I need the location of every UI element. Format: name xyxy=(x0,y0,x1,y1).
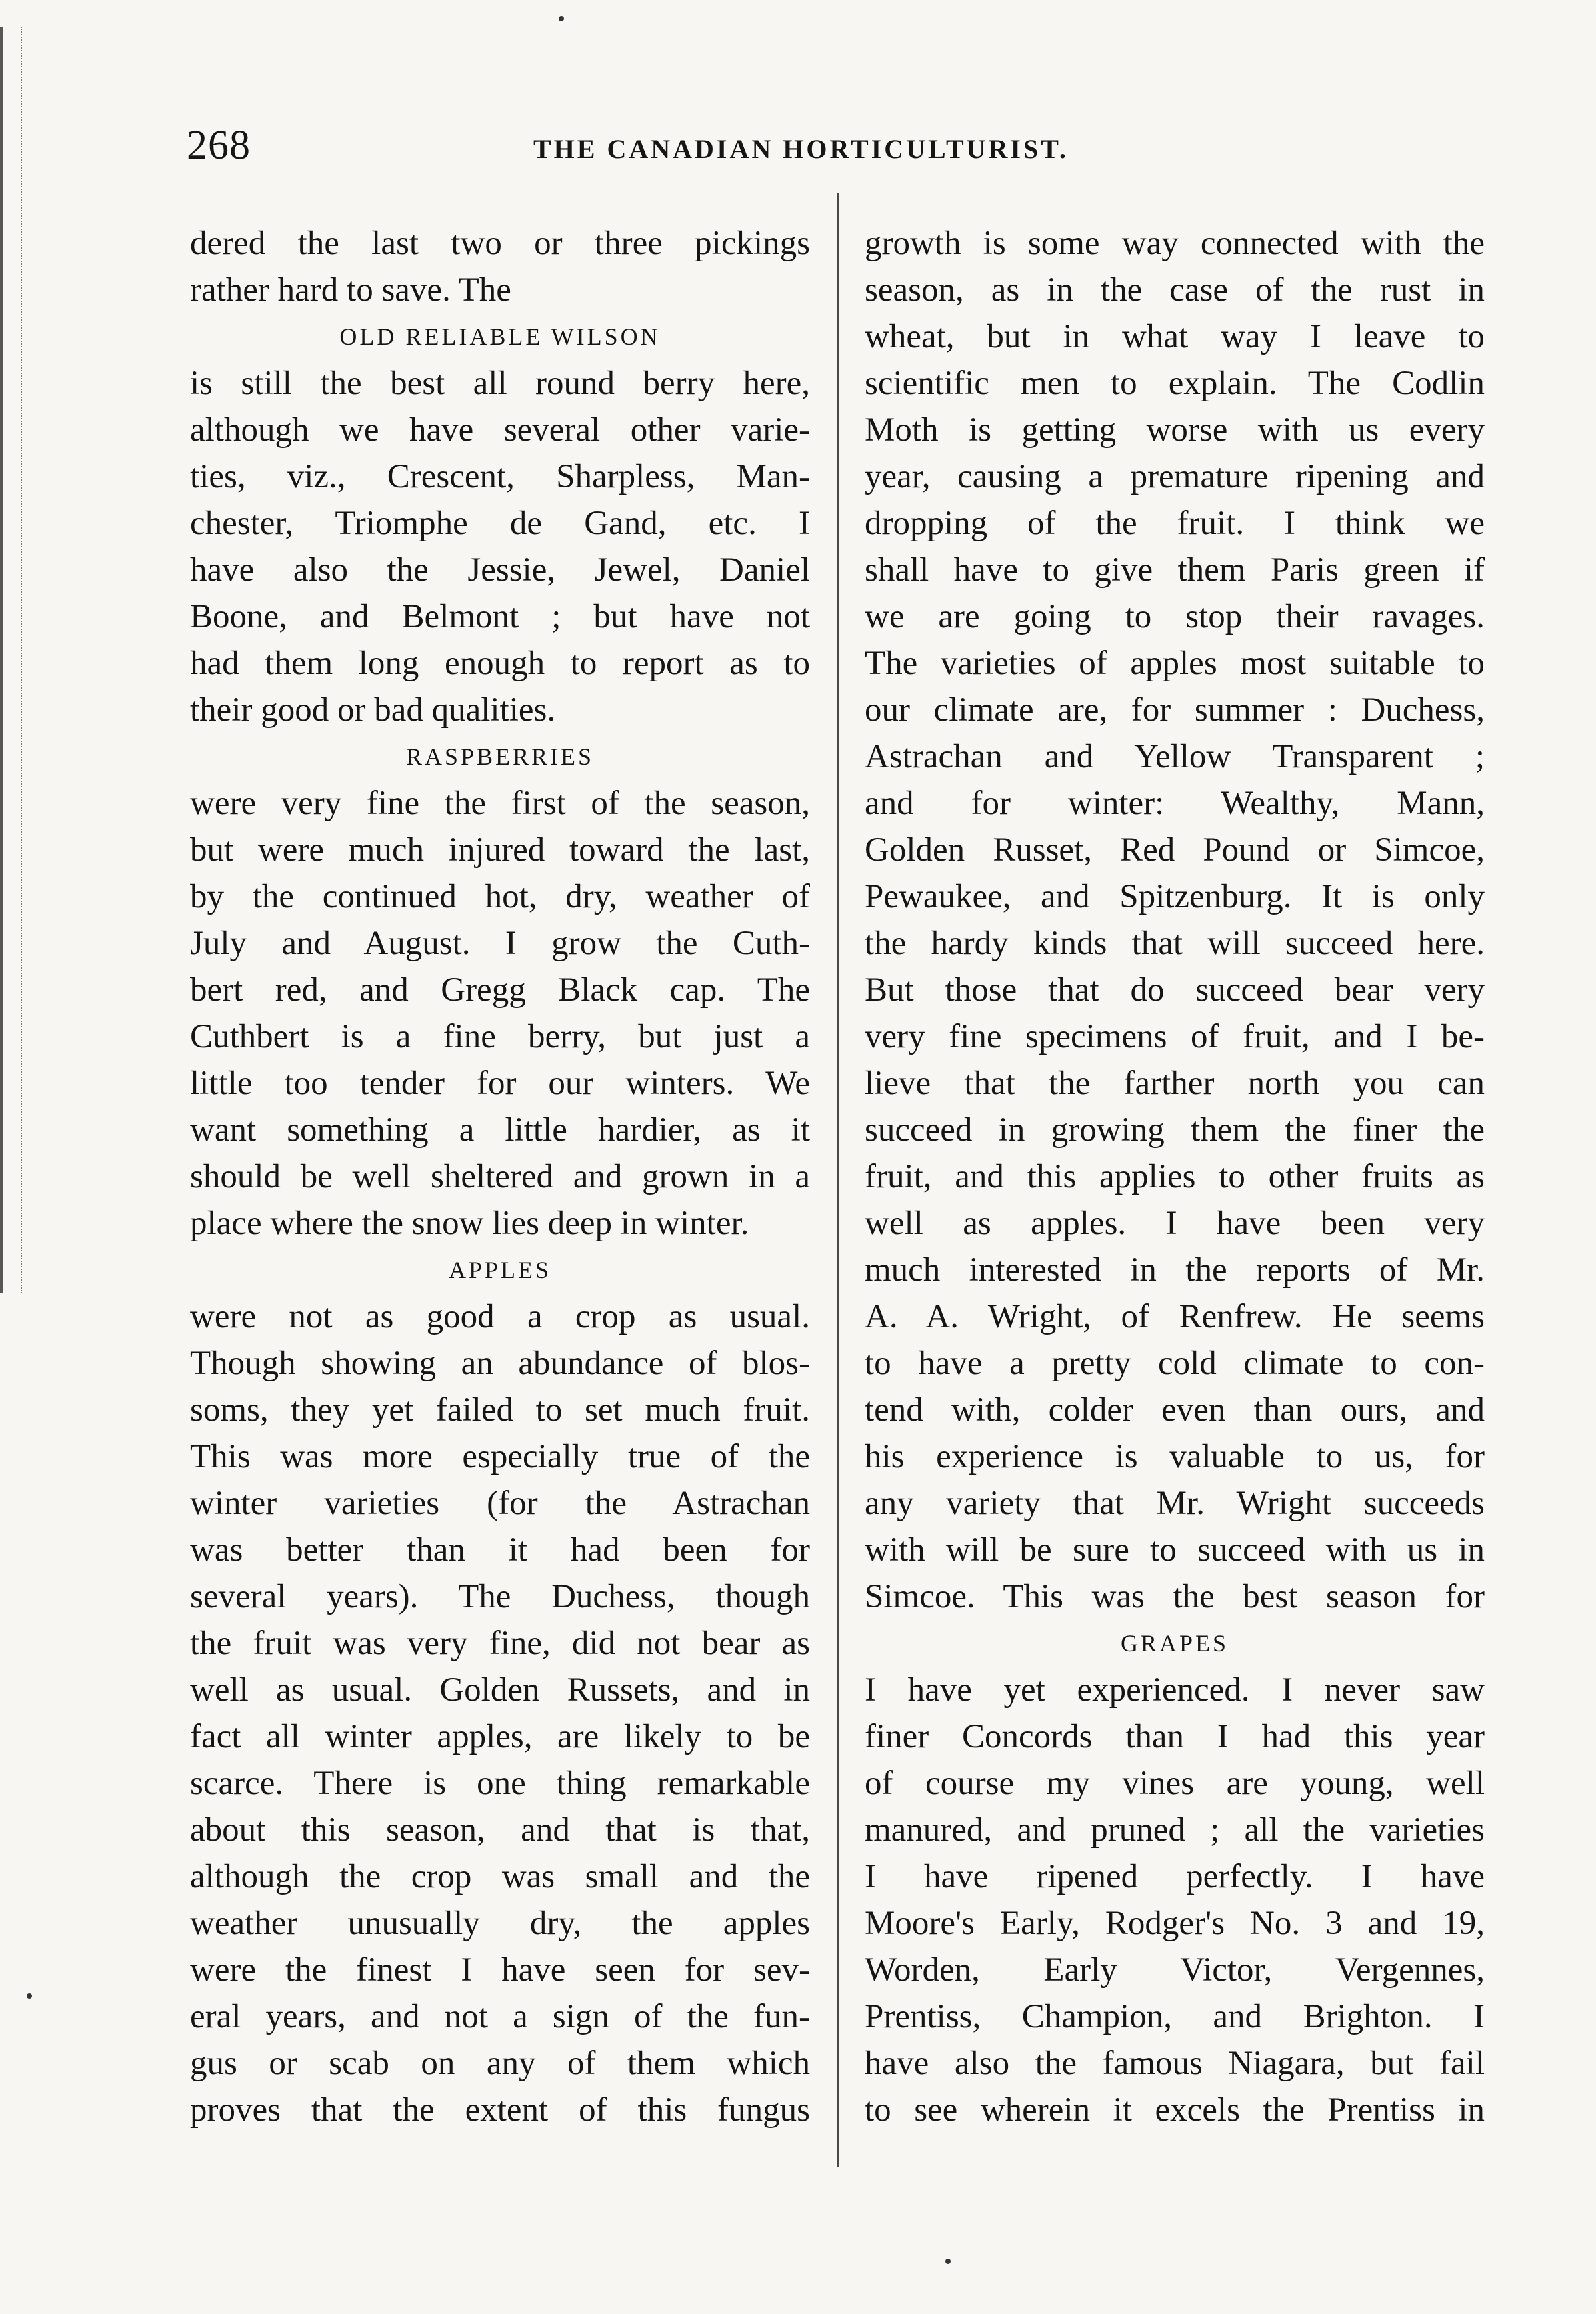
text-line: July and August. I grow the Cuth- xyxy=(190,925,810,962)
text-line: the fruit was very fine, did not bear as xyxy=(190,1625,810,1662)
text-line: proves that the extent of this fungus xyxy=(190,2091,810,2129)
text-line: were the finest I have seen for sev- xyxy=(190,1951,810,1989)
text-line: several years). The Duchess, though xyxy=(190,1578,810,1615)
right-column xyxy=(865,220,1485,2133)
text-line: and for winter: Wealthy, Mann, xyxy=(865,785,1485,822)
text-line: But those that do succeed bear very xyxy=(865,971,1485,1009)
text-line: about this season, and that is that, xyxy=(190,1811,810,1849)
text-line: but were much injured toward the last, xyxy=(190,831,810,869)
section-heading: GRAPES xyxy=(1120,1630,1229,1657)
text-line: A. A. Wright, of Renfrew. He seems xyxy=(865,1298,1485,1335)
text-line: rather hard to save. The xyxy=(190,271,511,309)
text-line: although the crop was small and the xyxy=(190,1858,810,1895)
ink-speck xyxy=(27,1993,32,1999)
text-line: well as apples. I have been very xyxy=(865,1205,1485,1242)
text-line: was better than it had been for xyxy=(190,1531,810,1569)
text-line: This was more especially true of the xyxy=(190,1438,810,1475)
text-line: ties, viz., Crescent, Sharpless, Man- xyxy=(190,458,810,495)
text-line: scarce. There is one thing remarkable xyxy=(190,1765,810,1802)
text-line: The varieties of apples most suitable to xyxy=(865,645,1485,682)
text-line: their good or bad qualities. xyxy=(190,691,556,729)
text-line: were very fine the first of the season, xyxy=(190,785,810,822)
text-line: succeed in growing them the finer the xyxy=(865,1111,1485,1149)
text-line: weather unusually dry, the apples xyxy=(190,1905,810,1942)
text-line: were not as good a crop as usual. xyxy=(190,1298,810,1335)
text-line: fruit, and this applies to other fruits as xyxy=(865,1158,1485,1195)
text-line: winter varieties (for the Astrachan xyxy=(190,1485,810,1522)
text-line: bert red, and Gregg Black cap. The xyxy=(190,971,810,1009)
text-line: although we have several other varie- xyxy=(190,411,810,449)
text-line: of course my vines are young, well xyxy=(865,1765,1485,1802)
text-line: scientific men to explain. The Codlin xyxy=(865,365,1485,402)
binding-edge-mark xyxy=(0,27,22,1293)
text-line: shall have to give them Paris green if xyxy=(865,551,1485,589)
text-line: very fine specimens of fruit, and I be- xyxy=(865,1018,1485,1055)
text-line: dered the last two or three pickings xyxy=(190,225,810,262)
text-line: year, causing a premature ripening and xyxy=(865,458,1485,495)
text-line: lieve that the farther north you can xyxy=(865,1065,1485,1102)
text-line: to have a pretty cold climate to con- xyxy=(865,1345,1485,1382)
text-line: I have ripened perfectly. I have xyxy=(865,1858,1485,1895)
text-line: tend with, colder even than ours, and xyxy=(865,1391,1485,1429)
text-line: season, as in the case of the rust in xyxy=(865,271,1485,309)
running-title: THE CANADIAN HORTICULTURIST. xyxy=(533,134,1069,164)
column-divider xyxy=(837,193,839,2167)
text-line: growth is some way connected with the xyxy=(865,225,1485,262)
text-line: have also the Jessie, Jewel, Daniel xyxy=(190,551,810,589)
text-line: Astrachan and Yellow Transparent ; xyxy=(865,738,1485,775)
text-line: Worden, Early Victor, Vergennes, xyxy=(865,1951,1485,1989)
left-column xyxy=(190,220,810,2133)
text-line: gus or scab on any of them which xyxy=(190,2045,810,2082)
text-line: manured, and pruned ; all the varieties xyxy=(865,1811,1485,1849)
page-number: 268 xyxy=(187,123,251,168)
text-line: Pewaukee, and Spitzenburg. It is only xyxy=(865,878,1485,915)
text-line: Prentiss, Champion, and Brighton. I xyxy=(865,1998,1485,2035)
text-line: Moth is getting worse with us every xyxy=(865,411,1485,449)
text-line: have also the famous Niagara, but fail xyxy=(865,2045,1485,2082)
text-line: much interested in the reports of Mr. xyxy=(865,1251,1485,1289)
text-line: to see wherein it excels the Prentiss in xyxy=(865,2091,1485,2129)
text-line: by the continued hot, dry, weather of xyxy=(190,878,810,915)
text-line: Boone, and Belmont ; but have not xyxy=(190,598,810,635)
section-heading: RASPBERRIES xyxy=(405,743,595,770)
text-line: the hardy kinds that will succeed here. xyxy=(865,925,1485,962)
text-line: wheat, but in what way I leave to xyxy=(865,318,1485,355)
text-line: Golden Russet, Red Pound or Simcoe, xyxy=(865,831,1485,869)
text-line: chester, Triomphe de Gand, etc. I xyxy=(190,505,810,542)
text-line: any variety that Mr. Wright succeeds xyxy=(865,1485,1485,1522)
text-line: fact all winter apples, are likely to be xyxy=(190,1718,810,1755)
text-line: soms, they yet failed to set much fruit. xyxy=(190,1391,810,1429)
text-line: little too tender for our winters. We xyxy=(190,1065,810,1102)
section-heading: APPLES xyxy=(448,1257,552,1283)
text-line: his experience is valuable to us, for xyxy=(865,1438,1485,1475)
text-line: I have yet experienced. I never saw xyxy=(865,1671,1485,1709)
text-line: Though showing an abundance of blos- xyxy=(190,1345,810,1382)
text-line: well as usual. Golden Russets, and in xyxy=(190,1671,810,1709)
text-line: should be well sheltered and grown in a xyxy=(190,1158,810,1195)
text-line: is still the best all round berry here, xyxy=(190,365,810,402)
text-line: Cuthbert is a fine berry, but just a xyxy=(190,1018,810,1055)
text-line: finer Concords than I had this year xyxy=(865,1718,1485,1755)
text-line: eral years, and not a sign of the fun- xyxy=(190,1998,810,2035)
text-line: had them long enough to report as to xyxy=(190,645,810,682)
text-line: Moore's Early, Rodger's No. 3 and 19, xyxy=(865,1905,1485,1942)
text-line: want something a little hardier, as it xyxy=(190,1111,810,1149)
text-line: with will be sure to succeed with us in xyxy=(865,1531,1485,1569)
page-header xyxy=(187,119,1527,172)
text-line: dropping of the fruit. I think we xyxy=(865,505,1485,542)
text-line: Simcoe. This was the best season for xyxy=(865,1578,1485,1615)
section-heading: OLD RELIABLE WILSON xyxy=(339,323,661,350)
ink-speck xyxy=(945,2259,951,2264)
text-line: our climate are, for summer : Duchess, xyxy=(865,691,1485,729)
ink-speck xyxy=(559,16,564,21)
text-line: we are going to stop their ravages. xyxy=(865,598,1485,635)
text-line: place where the snow lies deep in winter. xyxy=(190,1205,749,1242)
